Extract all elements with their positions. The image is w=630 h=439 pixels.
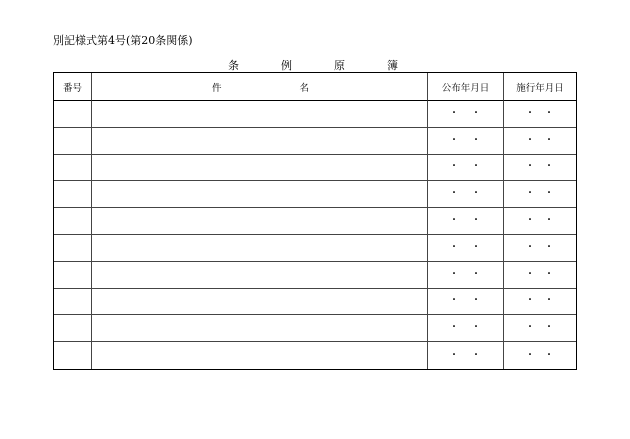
row-promulgation-date-cell[interactable]	[428, 315, 504, 342]
row-enforcement-date-cell[interactable]	[504, 235, 576, 262]
ordinance-register-table	[53, 72, 577, 370]
header-enforcement-date: 施行年月日	[504, 73, 576, 101]
date-separator: ・	[544, 215, 554, 227]
date-separator: ・	[544, 295, 554, 307]
row-enforcement-date-cell[interactable]	[504, 155, 576, 182]
date-separator: ・	[449, 241, 459, 253]
header-name-char: 件	[212, 82, 222, 94]
row-name-cell[interactable]	[92, 315, 428, 342]
date-separator: ・	[449, 134, 459, 146]
date-separator: ・	[525, 268, 535, 280]
header-number: 番号	[54, 73, 92, 101]
header-name	[92, 73, 428, 101]
date-separator: ・	[525, 134, 535, 146]
row-number-cell[interactable]	[54, 342, 92, 369]
date-separator: ・	[525, 322, 535, 334]
row-enforcement-date-cell[interactable]	[504, 181, 576, 208]
row-enforcement-date-cell[interactable]	[504, 128, 576, 155]
row-promulgation-date-cell[interactable]	[428, 235, 504, 262]
date-separator: ・	[449, 161, 459, 173]
row-promulgation-date-cell[interactable]	[428, 342, 504, 369]
row-promulgation-date-cell[interactable]	[428, 208, 504, 235]
row-name-cell[interactable]	[92, 101, 428, 128]
row-name-cell[interactable]	[92, 208, 428, 235]
date-separator: ・	[544, 161, 554, 173]
date-separator: ・	[525, 107, 535, 119]
row-number-cell[interactable]	[54, 208, 92, 235]
title-char: 簿	[387, 59, 398, 72]
date-separator: ・	[544, 268, 554, 280]
date-separator: ・	[525, 241, 535, 253]
row-number-cell[interactable]	[54, 315, 92, 342]
row-name-cell[interactable]	[92, 262, 428, 289]
row-number-cell[interactable]	[54, 181, 92, 208]
date-separator: ・	[544, 349, 554, 361]
date-separator: ・	[471, 349, 481, 361]
row-enforcement-date-cell[interactable]	[504, 289, 576, 316]
title-char: 条	[228, 59, 239, 72]
row-promulgation-date-cell[interactable]	[428, 181, 504, 208]
date-separator: ・	[471, 134, 481, 146]
date-separator: ・	[525, 215, 535, 227]
date-separator: ・	[471, 295, 481, 307]
register-title	[228, 59, 398, 72]
date-separator: ・	[544, 322, 554, 334]
date-separator: ・	[525, 161, 535, 173]
date-separator: ・	[471, 322, 481, 334]
row-enforcement-date-cell[interactable]	[504, 262, 576, 289]
date-separator: ・	[525, 295, 535, 307]
row-promulgation-date-cell[interactable]	[428, 155, 504, 182]
row-promulgation-date-cell[interactable]	[428, 128, 504, 155]
date-separator: ・	[449, 188, 459, 200]
title-char: 原	[334, 59, 345, 72]
row-number-cell[interactable]	[54, 262, 92, 289]
row-number-cell[interactable]	[54, 155, 92, 182]
form-identifier: 別記様式第4号(第20条関係)	[53, 34, 193, 47]
row-enforcement-date-cell[interactable]	[504, 342, 576, 369]
header-name-char: 名	[299, 82, 309, 94]
date-separator: ・	[449, 107, 459, 119]
row-enforcement-date-cell[interactable]	[504, 101, 576, 128]
date-separator: ・	[449, 268, 459, 280]
row-name-cell[interactable]	[92, 342, 428, 369]
date-separator: ・	[471, 268, 481, 280]
title-char: 例	[281, 59, 292, 72]
date-separator: ・	[544, 134, 554, 146]
row-enforcement-date-cell[interactable]	[504, 315, 576, 342]
row-enforcement-date-cell[interactable]	[504, 208, 576, 235]
date-separator: ・	[471, 107, 481, 119]
row-promulgation-date-cell[interactable]	[428, 262, 504, 289]
date-separator: ・	[471, 215, 481, 227]
row-number-cell[interactable]	[54, 101, 92, 128]
date-separator: ・	[449, 322, 459, 334]
row-name-cell[interactable]	[92, 155, 428, 182]
date-separator: ・	[544, 241, 554, 253]
row-name-cell[interactable]	[92, 181, 428, 208]
date-separator: ・	[449, 215, 459, 227]
date-separator: ・	[449, 295, 459, 307]
date-separator: ・	[525, 188, 535, 200]
header-promulgation-date: 公布年月日	[428, 73, 504, 101]
row-promulgation-date-cell[interactable]	[428, 289, 504, 316]
row-name-cell[interactable]	[92, 128, 428, 155]
row-number-cell[interactable]	[54, 235, 92, 262]
date-separator: ・	[471, 188, 481, 200]
date-separator: ・	[544, 107, 554, 119]
row-name-cell[interactable]	[92, 289, 428, 316]
date-separator: ・	[525, 349, 535, 361]
row-name-cell[interactable]	[92, 235, 428, 262]
row-promulgation-date-cell[interactable]	[428, 101, 504, 128]
row-number-cell[interactable]	[54, 128, 92, 155]
date-separator: ・	[449, 349, 459, 361]
date-separator: ・	[471, 161, 481, 173]
date-separator: ・	[544, 188, 554, 200]
date-separator: ・	[471, 241, 481, 253]
row-number-cell[interactable]	[54, 289, 92, 316]
